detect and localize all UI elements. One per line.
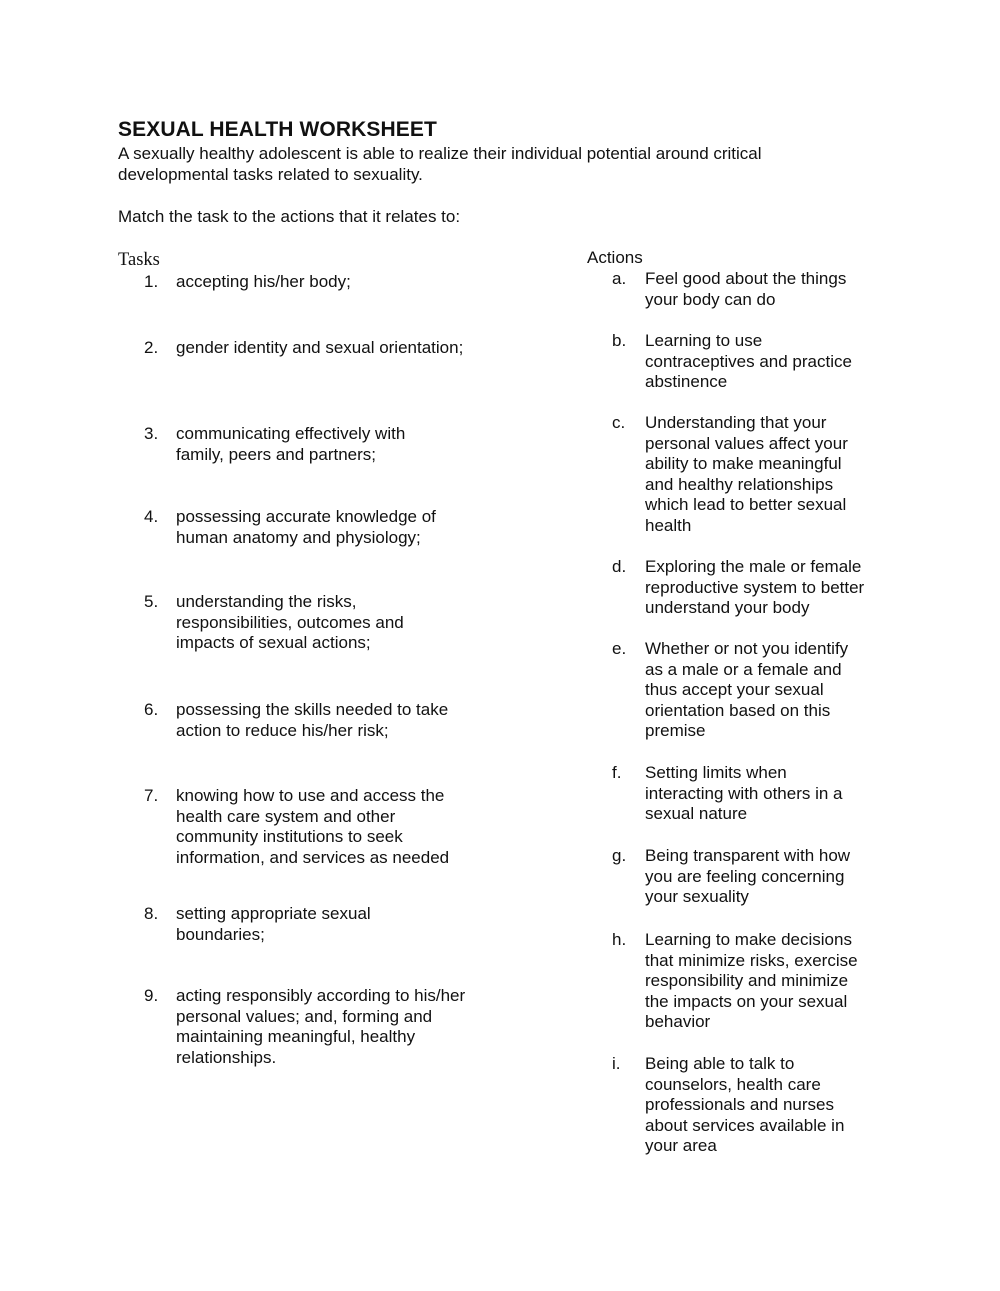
action-text: Being able to talk to counselors, health care professionals and nurses about services available in your area	[645, 1054, 845, 1156]
task-number: 6.	[144, 700, 159, 719]
task-item	[144, 986, 484, 1068]
task-text: accepting his/her body;	[176, 272, 351, 291]
action-item	[612, 557, 882, 619]
action-letter: a.	[612, 269, 627, 288]
action-text: Learning to use contraceptives and practice abstinence	[645, 331, 852, 392]
task-text: understanding the risks, responsibilities, outcomes and impacts of sexual actions;	[176, 592, 404, 653]
task-number: 5.	[144, 592, 159, 611]
action-letter: g.	[612, 846, 627, 865]
task-item	[144, 272, 484, 293]
action-item	[612, 846, 882, 908]
worksheet-title: SEXUAL HEALTH WORKSHEET	[118, 118, 437, 141]
tasks-heading: Tasks	[118, 250, 160, 270]
action-item	[612, 331, 882, 393]
task-item	[144, 424, 484, 465]
task-number: 9.	[144, 986, 159, 1005]
actions-heading: Actions	[587, 248, 643, 267]
task-number: 1.	[144, 272, 159, 291]
task-number: 3.	[144, 424, 159, 443]
action-text: Setting limits when interacting with others in a sexual nature	[645, 763, 843, 824]
task-number: 8.	[144, 904, 159, 923]
action-text: Understanding that your personal values affect your ability to make meaningful and healthy relationships which lead to better sexual health	[645, 413, 848, 535]
action-letter: h.	[612, 930, 627, 949]
action-letter: d.	[612, 557, 627, 576]
task-text: knowing how to use and access the health care system and other community institutions to seek information, and services as needed	[176, 786, 450, 867]
task-number: 4.	[144, 507, 159, 526]
task-text: possessing the skills needed to take action to reduce his/her risk;	[176, 700, 449, 740]
action-text: Exploring the male or female reproductive system to better understand your body	[645, 557, 865, 618]
action-item	[612, 1054, 882, 1157]
action-letter: c.	[612, 413, 626, 432]
action-item	[612, 413, 882, 537]
task-text: setting appropriate sexual boundaries;	[176, 904, 371, 944]
action-letter: e.	[612, 639, 627, 658]
action-letter: f.	[612, 763, 622, 782]
task-text: possessing accurate knowledge of human anatomy and physiology;	[176, 507, 436, 547]
action-item	[612, 930, 882, 1033]
task-number: 2.	[144, 338, 159, 357]
task-number: 7.	[144, 786, 159, 805]
task-item	[144, 700, 484, 741]
task-item	[144, 507, 484, 548]
task-text: gender identity and sexual orientation;	[176, 338, 464, 357]
action-letter: i.	[612, 1054, 621, 1073]
action-letter: b.	[612, 331, 627, 350]
action-item	[612, 269, 882, 310]
action-text: Learning to make decisions that minimize risks, exercise responsibility and minimize the impacts on your sexual behavior	[645, 930, 858, 1032]
task-item	[144, 904, 484, 945]
task-text: acting responsibly according to his/her personal values; and, forming and maintaining meaningful, healthy relationships.	[176, 986, 466, 1067]
task-text: communicating effectively with family, peers and partners;	[176, 424, 406, 464]
action-text: Feel good about the things your body can do	[645, 269, 847, 309]
task-item	[144, 786, 484, 868]
action-text: Whether or not you identify as a male or a female and thus accept your sexual orientation based on this premise	[645, 639, 849, 741]
instruction-text: Match the task to the actions that it relates to:	[118, 207, 461, 226]
action-text: Being transparent with how you are feeling concerning your sexuality	[645, 846, 851, 907]
action-item	[612, 763, 882, 825]
task-item	[144, 592, 484, 654]
action-item	[612, 639, 882, 742]
intro-paragraph: A sexually healthy adolescent is able to realize their individual potential around critical developmental tasks related to sexuality.	[118, 144, 762, 184]
task-item	[144, 338, 484, 359]
